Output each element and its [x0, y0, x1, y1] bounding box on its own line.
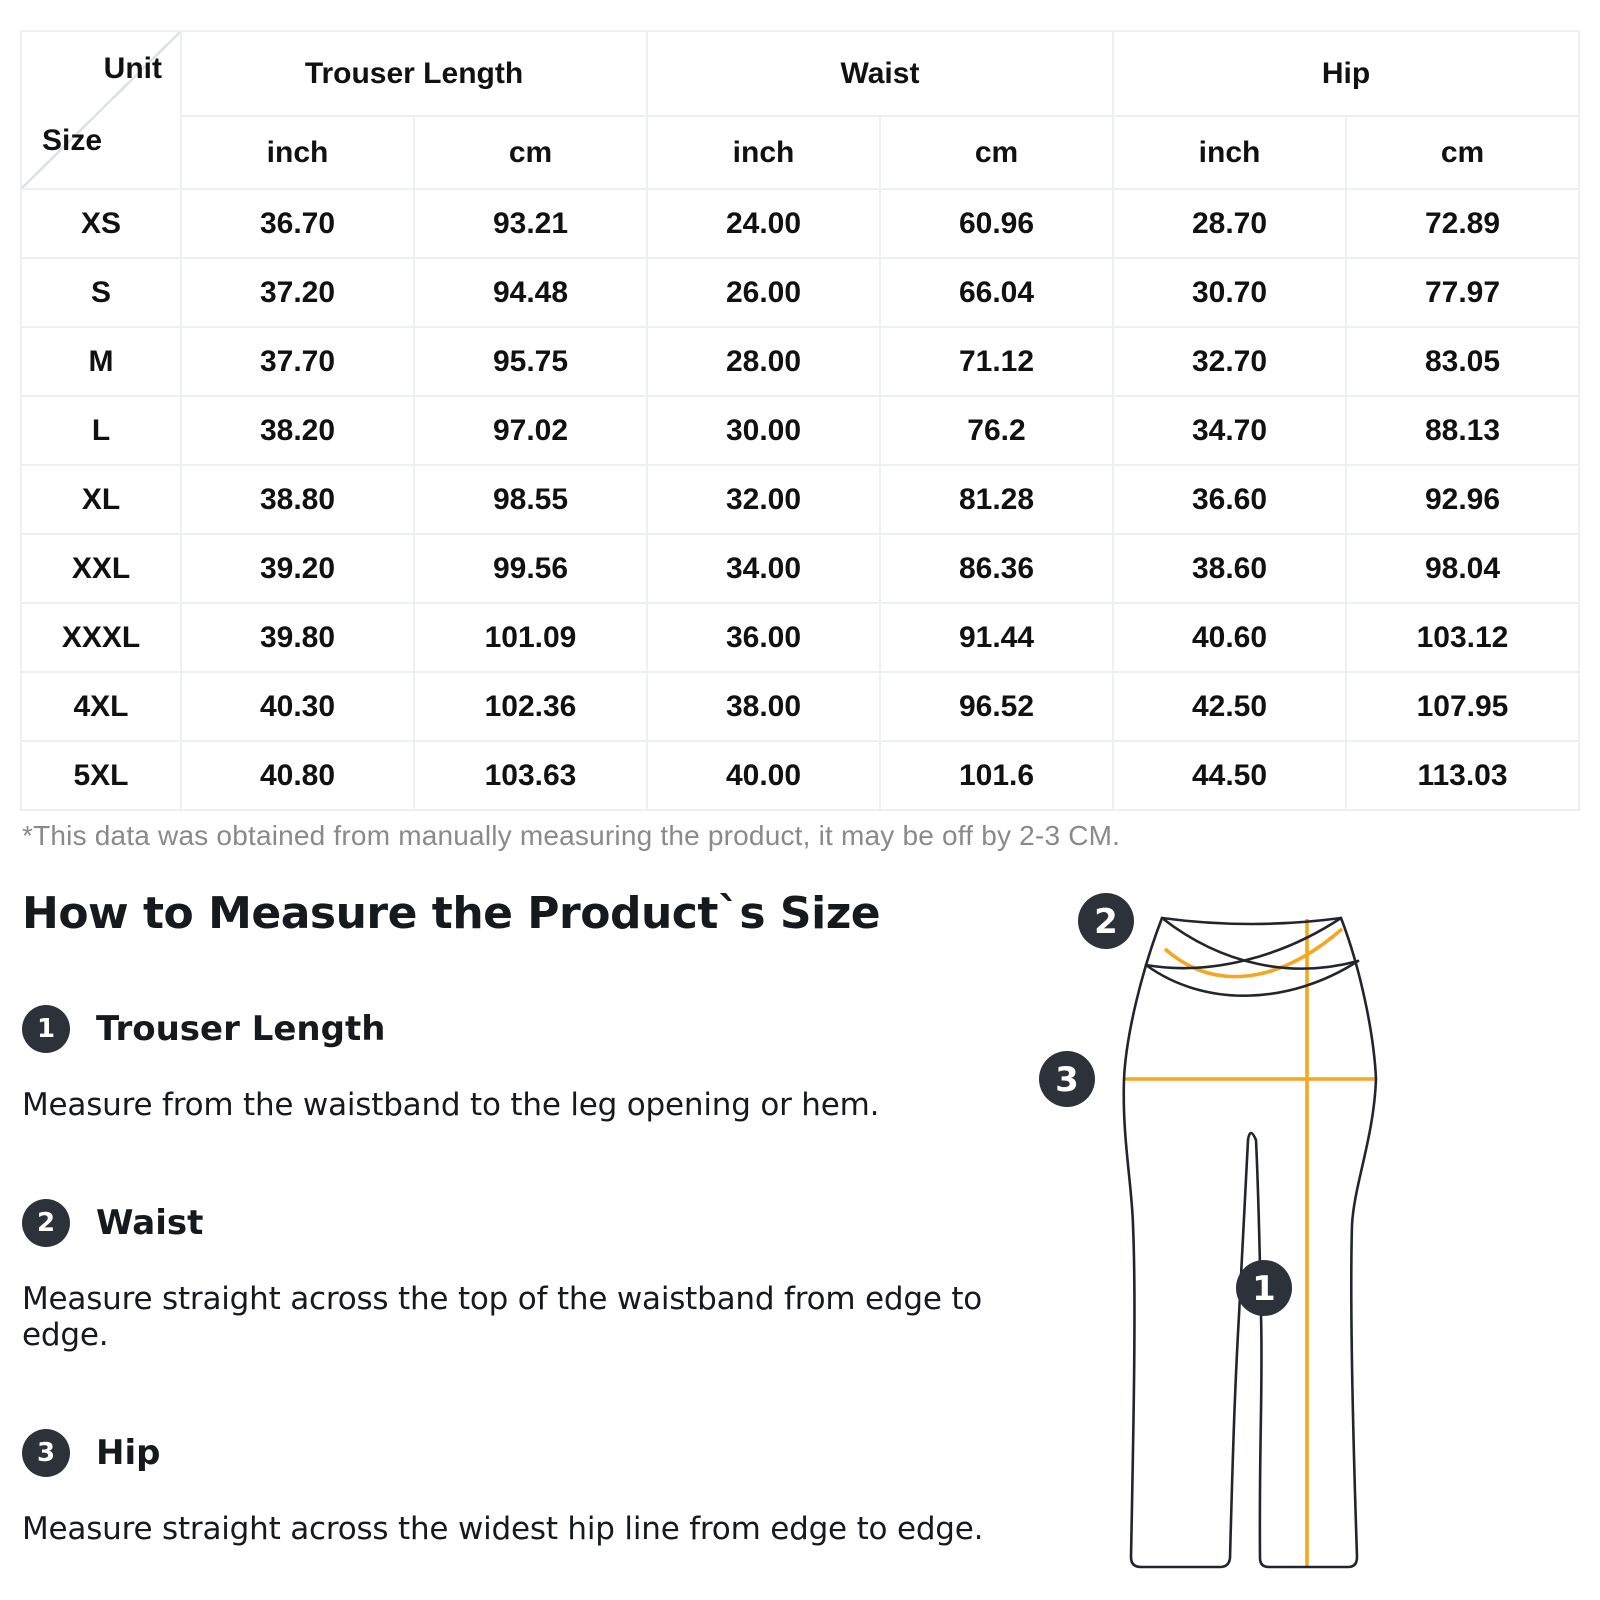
size-cell: XXXL: [21, 603, 181, 672]
corner-header-cell: [21, 31, 181, 189]
how-to-measure-section: [22, 888, 1022, 1600]
value-cell: 98.55: [414, 465, 647, 534]
unit-header: inch: [1113, 116, 1346, 189]
step-3-label: Hip: [96, 1433, 161, 1473]
value-cell: 113.03: [1346, 741, 1579, 810]
step-hip: [22, 1429, 1022, 1547]
value-cell: 30.70: [1113, 258, 1346, 327]
value-cell: 86.36: [880, 534, 1113, 603]
size-cell: S: [21, 258, 181, 327]
table-row: [21, 258, 1579, 327]
value-cell: 92.96: [1346, 465, 1579, 534]
marker-1-number: 1: [1252, 1269, 1276, 1309]
value-cell: 26.00: [647, 258, 880, 327]
value-cell: 40.30: [181, 672, 414, 741]
table-row: [21, 672, 1579, 741]
value-cell: 83.05: [1346, 327, 1579, 396]
size-cell: 4XL: [21, 672, 181, 741]
value-cell: 37.70: [181, 327, 414, 396]
value-cell: 76.2: [880, 396, 1113, 465]
size-table-section: [20, 30, 1580, 811]
value-cell: 37.20: [181, 258, 414, 327]
value-cell: 60.96: [880, 189, 1113, 258]
step-header: [22, 1429, 1022, 1477]
value-cell: 98.04: [1346, 534, 1579, 603]
value-cell: 103.12: [1346, 603, 1579, 672]
value-cell: 77.97: [1346, 258, 1579, 327]
value-cell: 32.00: [647, 465, 880, 534]
size-table: [20, 30, 1580, 811]
step-header: [22, 1199, 1022, 1247]
unit-header: cm: [414, 116, 647, 189]
corner-unit-label: Unit: [103, 52, 162, 85]
value-cell: 91.44: [880, 603, 1113, 672]
marker-2-number: 2: [1094, 902, 1118, 942]
unit-header: cm: [1346, 116, 1579, 189]
value-cell: 36.60: [1113, 465, 1346, 534]
value-cell: 34.70: [1113, 396, 1346, 465]
value-cell: 38.60: [1113, 534, 1346, 603]
step-2-description: Measure straight across the top of the waistband from edge to edge.: [22, 1281, 983, 1353]
table-row: [21, 465, 1579, 534]
value-cell: 81.28: [880, 465, 1113, 534]
value-cell: 95.75: [414, 327, 647, 396]
size-cell: 5XL: [21, 741, 181, 810]
diagram-marker-length: [1236, 1260, 1292, 1316]
size-cell: XS: [21, 189, 181, 258]
step-header: [22, 1005, 1022, 1053]
table-row: [21, 327, 1579, 396]
size-cell: M: [21, 327, 181, 396]
measurement-disclaimer-note: *This data was obtained from manually measuring the product, it may be off by 2-3 CM.: [22, 820, 1121, 851]
value-cell: 38.80: [181, 465, 414, 534]
step-2-label: Waist: [96, 1203, 204, 1243]
value-cell: 38.00: [647, 672, 880, 741]
value-cell: 102.36: [414, 672, 647, 741]
step-3-badge: 3: [22, 1429, 70, 1477]
value-cell: 99.56: [414, 534, 647, 603]
pants-measurement-diagram: [1030, 845, 1450, 1585]
value-cell: 96.52: [880, 672, 1113, 741]
value-cell: 39.80: [181, 603, 414, 672]
table-row: [21, 396, 1579, 465]
value-cell: 97.02: [414, 396, 647, 465]
measure-steps: [22, 1005, 1022, 1547]
value-cell: 103.63: [414, 741, 647, 810]
value-cell: 30.00: [647, 396, 880, 465]
unit-header: inch: [181, 116, 414, 189]
pants-diagram-svg: [1030, 845, 1450, 1585]
unit-header: cm: [880, 116, 1113, 189]
step-trouser-length: [22, 1005, 1022, 1123]
value-cell: 38.20: [181, 396, 414, 465]
value-cell: 42.50: [1113, 672, 1346, 741]
step-1-description: Measure from the waistband to the leg opening or hem.: [22, 1087, 880, 1123]
value-cell: 107.95: [1346, 672, 1579, 741]
corner-size-label: Size: [42, 124, 103, 157]
marker-3-number: 3: [1055, 1060, 1079, 1100]
size-cell: XL: [21, 465, 181, 534]
value-cell: 40.80: [181, 741, 414, 810]
table-row: [21, 741, 1579, 810]
value-cell: 101.6: [880, 741, 1113, 810]
column-group-hip: Hip: [1113, 31, 1579, 116]
value-cell: 34.00: [647, 534, 880, 603]
pants-outline: [1124, 918, 1376, 1567]
step-1-label: Trouser Length: [96, 1009, 386, 1049]
value-cell: 93.21: [414, 189, 647, 258]
value-cell: 32.70: [1113, 327, 1346, 396]
step-2-badge: 2: [22, 1199, 70, 1247]
table-row: [21, 603, 1579, 672]
value-cell: 40.00: [647, 741, 880, 810]
value-cell: 36.70: [181, 189, 414, 258]
value-cell: 39.20: [181, 534, 414, 603]
diagram-marker-hip: [1039, 1051, 1095, 1107]
value-cell: 40.60: [1113, 603, 1346, 672]
value-cell: 44.50: [1113, 741, 1346, 810]
unit-header: inch: [647, 116, 880, 189]
step-3-description: Measure straight across the widest hip line from edge to edge.: [22, 1511, 984, 1547]
value-cell: 88.13: [1346, 396, 1579, 465]
step-1-badge: 1: [22, 1005, 70, 1053]
section-title: How to Measure the Product`s Size: [22, 888, 881, 939]
size-cell: L: [21, 396, 181, 465]
value-cell: 28.70: [1113, 189, 1346, 258]
value-cell: 28.00: [647, 327, 880, 396]
column-group-trouser-length: Trouser Length: [181, 31, 647, 116]
value-cell: 101.09: [414, 603, 647, 672]
size-cell: XXL: [21, 534, 181, 603]
diagram-marker-waist: [1078, 893, 1134, 949]
value-cell: 94.48: [414, 258, 647, 327]
table-row: [21, 189, 1579, 258]
value-cell: 36.00: [647, 603, 880, 672]
table-row: [21, 534, 1579, 603]
value-cell: 72.89: [1346, 189, 1579, 258]
step-waist: [22, 1199, 1022, 1353]
value-cell: 66.04: [880, 258, 1113, 327]
column-group-waist: Waist: [647, 31, 1113, 116]
value-cell: 24.00: [647, 189, 880, 258]
value-cell: 71.12: [880, 327, 1113, 396]
